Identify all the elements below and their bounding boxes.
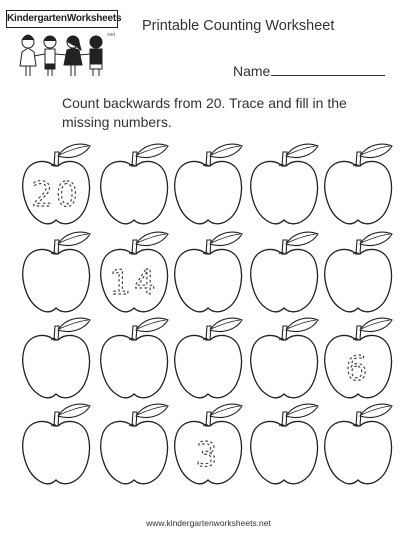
apple-cell	[170, 402, 250, 486]
logo-text: KindergartenWorksheets	[6, 10, 118, 28]
trace-number: 20	[31, 175, 81, 215]
apple-icon	[170, 316, 246, 400]
apple-cell	[170, 142, 250, 226]
trace-number: 6	[345, 349, 371, 389]
apple-cell	[170, 230, 250, 314]
apple-cell	[170, 316, 250, 400]
apple-icon	[18, 316, 94, 400]
apple-cell	[18, 316, 98, 400]
apple-cell	[246, 230, 326, 314]
apple-cell	[96, 230, 176, 314]
apple-cell	[18, 402, 98, 486]
logo-suffix: .net	[106, 32, 115, 38]
apple-icon	[246, 142, 322, 226]
trace-number: 3	[195, 435, 221, 475]
apple-cell	[246, 142, 326, 226]
apple-icon	[170, 142, 246, 226]
apple-icon	[96, 230, 172, 314]
apple-cell	[320, 230, 400, 314]
apple-icon	[246, 230, 322, 314]
apple-cell	[246, 402, 326, 486]
apple-icon	[246, 402, 322, 486]
apple-cell	[320, 402, 400, 486]
worksheet-title: Printable Counting Worksheet	[142, 18, 335, 34]
apple-icon	[96, 142, 172, 226]
apple-cell	[96, 316, 176, 400]
apple-icon	[320, 142, 396, 226]
apple-icon	[170, 402, 246, 486]
trace-number: 14	[109, 263, 159, 303]
apple-cell	[18, 230, 98, 314]
instructions-text: Count backwards from 20. Trace and fill in the missing numbers.	[62, 95, 347, 130]
apple-icon	[320, 316, 396, 400]
apple-cell	[18, 142, 98, 226]
apple-icon	[18, 230, 94, 314]
apple-icon	[320, 402, 396, 486]
apple-cell	[96, 402, 176, 486]
apple-cell	[96, 142, 176, 226]
apple-icon	[320, 230, 396, 314]
apple-icon	[246, 316, 322, 400]
apple-icon	[96, 316, 172, 400]
apple-cell	[320, 316, 400, 400]
name-label: Name	[233, 63, 271, 79]
apple-icon	[18, 142, 94, 226]
footer-url: www.kindergartenworksheets.net	[146, 518, 271, 528]
apple-icon	[96, 402, 172, 486]
apple-cell	[320, 142, 400, 226]
apple-icon	[170, 230, 246, 314]
apple-cell	[246, 316, 326, 400]
apple-icon	[18, 402, 94, 486]
